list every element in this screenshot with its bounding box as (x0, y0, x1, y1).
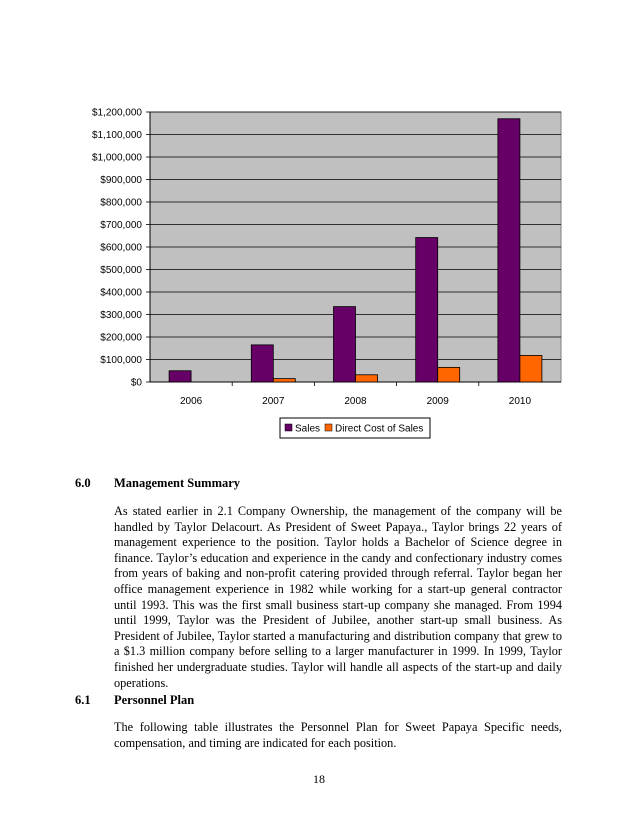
y-tick-label: $1,000,000 (91, 152, 142, 164)
x-tick-label: 2008 (344, 396, 367, 407)
personnel-plan-paragraph: The following table illustrates the Personnel Plan for Sweet Papaya Specific needs, compensation, and timing are indicated for each position. (114, 720, 562, 750)
y-tick-label: $200,000 (100, 332, 142, 344)
legend-label-direct-cost: Direct Cost of Sales (335, 423, 424, 435)
x-tick-label: 2006 (179, 396, 203, 407)
y-tick-label: $600,000 (100, 242, 142, 254)
bar-sales (251, 345, 273, 382)
bar-sales (334, 307, 356, 382)
legend-label-sales: Sales (295, 423, 321, 435)
bar-sales (416, 238, 438, 382)
bar-direct-cost (356, 375, 378, 382)
y-tick-label: $300,000 (100, 310, 142, 321)
y-tick-label: $1,100,000 (91, 130, 142, 141)
y-tick-label: $800,000 (100, 197, 142, 209)
x-tick-label: 2010 (508, 396, 532, 407)
bar-direct-cost (520, 355, 542, 382)
y-tick-label: $700,000 (100, 220, 142, 231)
legend-swatch-sales (285, 424, 292, 431)
y-tick-label: $1,200,000 (91, 107, 142, 119)
section-number: 6.0 (75, 476, 91, 490)
bar-sales (169, 371, 191, 382)
section-title: Management Summary (114, 476, 241, 490)
x-tick-label: 2007 (262, 396, 285, 407)
bar-sales (498, 119, 520, 382)
x-axis (150, 382, 561, 407)
section-number: 6.1 (75, 693, 91, 707)
y-tick-label: $100,000 (100, 355, 142, 366)
page-number: 18 (313, 772, 325, 786)
legend (280, 418, 430, 438)
bar-direct-cost (273, 379, 295, 382)
x-tick-label: 2009 (426, 396, 449, 407)
y-axis (92, 108, 150, 389)
y-tick-label: $900,000 (100, 175, 142, 186)
management-summary-paragraph: As stated earlier in 2.1 Company Ownership, the management of the company will be handled by Taylor Delacourt. As President of Sweet Papaya., Taylor brings 22 years of management experience to the position. Taylor holds a Bachelor of Science degree in finance. Taylor’s education and experience in the candy and confectionary industry comes from years of baking and non-profit catering provided through referral. Taylor began her office management experience in 1982 while working for a start-up general contractor until 1993. This was the first small business start-up company she managed. From 1994 until 1999, Taylor was the President of Jubilee, another start-up small business. As President of Jubilee, Taylor started a manufacturing and distribution company that grew to a $1.3 million company before selling to a larger manufacturer in 1999. In 1999, Taylor finished her undergraduate studies. Taylor will handle all aspects of the start-up and daily operations. (114, 504, 562, 690)
bar-direct-cost (438, 367, 460, 382)
y-tick-label: $400,000 (100, 287, 142, 299)
section-title: Personnel Plan (114, 693, 195, 707)
y-tick-label: $500,000 (100, 265, 142, 276)
y-tick-label: $0 (130, 377, 142, 389)
legend-swatch-direct-cost (325, 424, 332, 431)
